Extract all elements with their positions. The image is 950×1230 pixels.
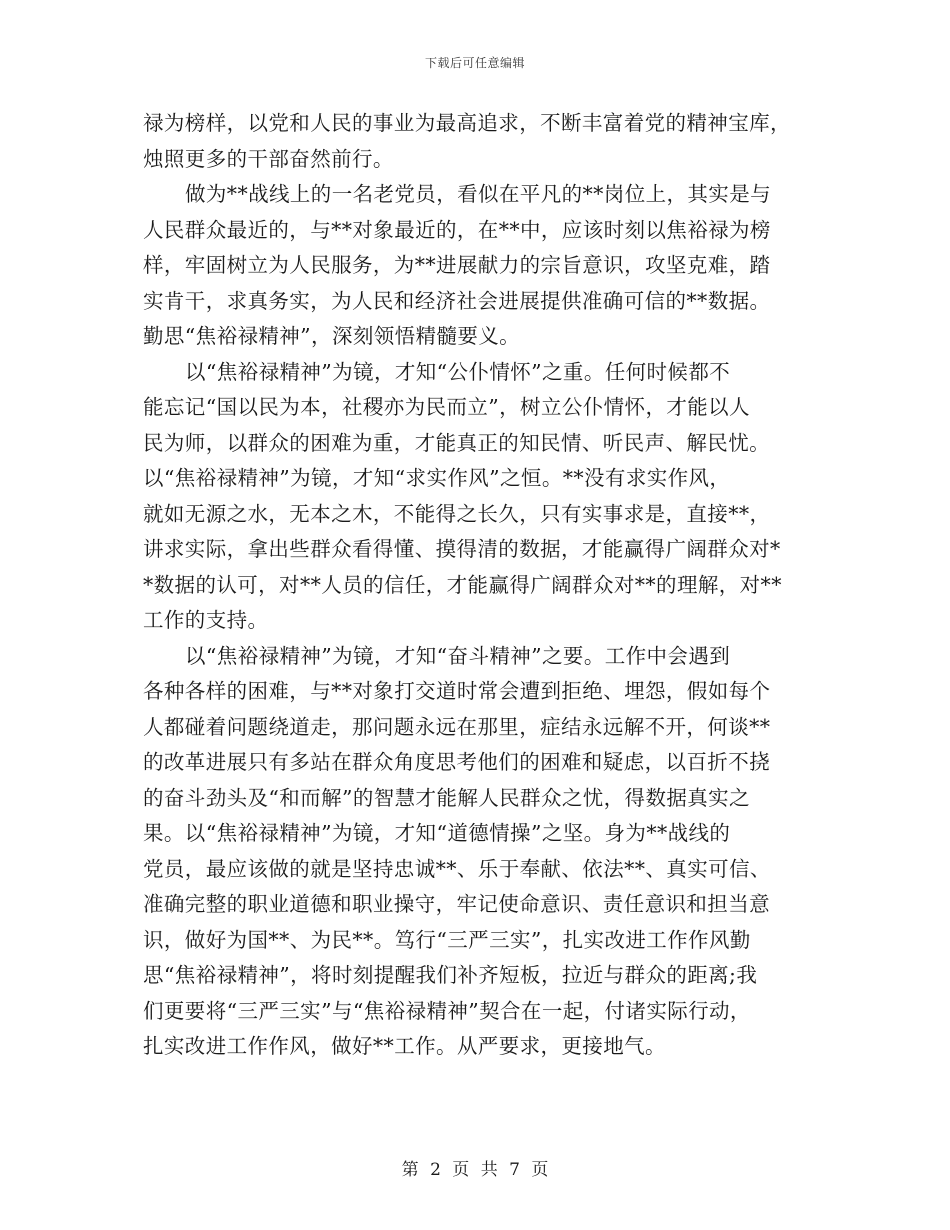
page-footer: 第 2 页 共 7 页 [401,1160,549,1180]
text-line: 党员，最应该做的就是坚持忠诚**、乐于奉献、依法**、真实可信、 [143,856,771,881]
text-line: 果。以“焦裕禄精神”为镜，才知“道德情操”之坚。身为**战线的 [143,821,731,845]
text-line: 勤思“焦裕禄精神”，深刻领悟精髓要义。 [143,324,521,348]
text-line: 样，牢固树立为人民服务，为**进展献力的宗旨意识，攻坚克难，踏 [143,253,771,277]
text-line: 讲求实际，拿出些群众看得懂、摸得清的数据，才能赢得广阔群众对* [143,537,781,561]
text-line: 识，做好为国**、为民**。笃行“三严三实”，扎实改进工作作风勤 [143,927,751,952]
text-line: 人都碰着问题绕道走，那问题永远在那里，症结永远解不开，何谈** [143,714,771,739]
text-line: 就如无源之水，无本之木，不能得之长久，只有实事求是，直接**， [143,501,771,526]
text-line: 民为师，以群众的困难为重，才能真正的知民情、听民声、解民忧。 [143,430,770,455]
text-line: 禄为榜样，以党和人民的事业为最高追求，不断丰富着党的精神宝库， [143,111,791,135]
text-line: 们更要将“三严三实”与“焦裕禄精神”契合在一起，付诸实际行动， [143,998,751,1023]
text-line: 烛照更多的干部奋然前行。 [143,146,394,171]
text-line: 工作的支持。 [143,608,269,632]
page-header: 下载后可任意编辑 [424,56,525,70]
text-line: 做为**战线上的一名老党员，看似在平凡的**岗位上，其实是与 [185,182,771,206]
text-line: 扎实改进工作作风，做好**工作。从严要求，更接地气。 [143,1034,666,1058]
text-line: 以“焦裕禄精神”为镜，才知“公仆情怀”之重。任何时候都不 [185,359,731,384]
text-line: 以“焦裕禄精神”为镜，才知“奋斗精神”之要。工作中会遇到 [185,643,731,668]
text-line: 各种各样的困难，与**对象打交道时常会遭到拒绝、埋怨，假如每个 [143,679,771,703]
text-line: 能忘记“国以民为本，社稷亦为民而立”，树立公仆情怀，才能以人 [143,395,750,419]
text-line: 准确完整的职业道德和职业操守，牢记使命意识、责任意识和担当意 [143,892,770,916]
text-line: 思“焦裕禄精神”，将时刻提醒我们补齐短板，拉近与群众的距离;我 [143,963,758,987]
body-text [143,106,811,1065]
text-line: 的奋斗劲头及“和而解”的智慧才能解人民群众之忧，得数据真实之 [143,785,750,810]
text-line: 的改革进展只有多站在群众角度思考他们的困难和疑虑，以百折不挠 [143,750,770,774]
text-line: 以“焦裕禄精神”为镜，才知“求实作风”之恒。**没有求实作风， [143,466,731,490]
text-line: 人民群众最近的，与**对象最近的，在**中，应该时刻以焦裕禄为榜 [143,217,771,242]
text-line: 实肯干，求真务实，为人民和经济社会进展提供准确可信的**数据。 [143,288,771,313]
text-line: *数据的认可，对**人员的信任，才能赢得广阔群众对**的理解，对** [143,572,782,597]
